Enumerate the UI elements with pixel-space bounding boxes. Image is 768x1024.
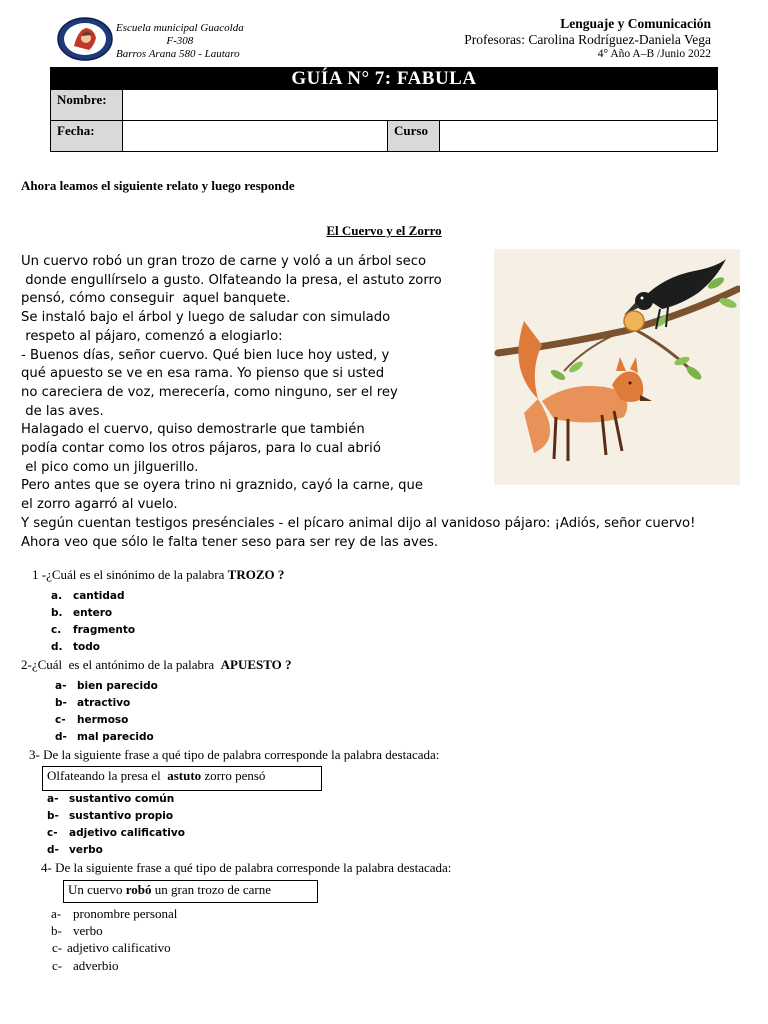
school-code: F-308 <box>166 35 194 47</box>
story-line: el zorro agarró al vuelo. <box>21 497 178 513</box>
q3-option-d[interactable] <box>47 844 103 856</box>
option-letter: b- <box>51 923 62 938</box>
story-line: podía contar como los otros pájaros, para lo cual abrió <box>21 441 381 457</box>
date-label: Fecha: <box>57 123 95 138</box>
question-1 <box>32 567 284 583</box>
worksheet-title: GUÍA N° 7: FABULA <box>50 67 718 89</box>
school-name: Escuela municipal Guacolda <box>116 22 244 34</box>
option-text: verbo <box>73 923 103 938</box>
teachers: Profesoras: Carolina Rodríguez-Daniela Vega <box>464 32 711 47</box>
question-1-keyword: TROZO ? <box>227 567 285 582</box>
story-line: Ahora veo que sólo le falta tener seso para ser rey de las aves. <box>21 534 439 550</box>
option-text: todo <box>73 641 100 653</box>
story-line: pensó, cómo conseguir aquel banquete. <box>21 291 291 307</box>
story-line: Halagado el cuervo, quiso demostrarle que también <box>21 422 365 438</box>
story-line: de las aves. <box>21 403 104 419</box>
option-letter: d- <box>47 844 59 856</box>
option-letter: c- <box>47 827 58 839</box>
option-letter: a- <box>51 906 62 921</box>
option-text: sustantivo común <box>69 793 175 805</box>
option-letter: b- <box>55 697 67 709</box>
option-text: hermoso <box>77 714 129 726</box>
q2-option-c[interactable] <box>55 714 129 726</box>
option-letter: c- <box>52 940 63 955</box>
question-3: 3- De la siguiente frase a qué tipo de palabra corresponde la palabra destacada: <box>29 747 440 762</box>
option-text: adverbio <box>73 958 119 973</box>
question-2-keyword: APUESTO ? <box>220 657 292 672</box>
option-text: entero <box>73 607 113 619</box>
q3-option-c[interactable] <box>47 827 185 839</box>
story-line: Y según cuentan testigos presénciales - el pícaro animal dijo al vanidoso pájaro: ¡Adiós, señor cuervo! <box>21 515 696 531</box>
story-line: - Buenos días, señor cuervo. Qué bien luce hoy usted, y <box>21 347 390 363</box>
subject-name: Lenguaje y Comunicación <box>560 16 711 31</box>
date-field[interactable] <box>122 120 388 152</box>
q1-option-b[interactable] <box>51 607 113 619</box>
story-line: qué apuesto se ve en esa rama. Yo pienso que si usted <box>21 366 385 382</box>
sentence-part: Un cuervo <box>68 882 126 897</box>
option-text: mal parecido <box>77 731 154 743</box>
q4-option-c[interactable] <box>52 940 171 956</box>
option-text: bien parecido <box>77 680 158 692</box>
q1-option-d[interactable] <box>51 641 100 653</box>
school-logo <box>56 16 114 62</box>
option-text: atractivo <box>77 697 131 709</box>
name-field[interactable] <box>122 89 718 121</box>
story-title: El Cuervo y el Zorro <box>326 223 442 238</box>
school-info <box>116 22 244 61</box>
option-letter: b. <box>51 607 63 619</box>
story-line: respeto al pájaro, comenzó a elogiarlo: <box>21 328 283 344</box>
highlighted-word: robó <box>125 882 152 897</box>
q1-option-a[interactable] <box>51 590 125 602</box>
sentence-part: zorro pensó <box>201 768 266 783</box>
option-text: verbo <box>69 844 103 856</box>
question-1-text: 1 -¿Cuál es el sinónimo de la palabra <box>32 567 228 582</box>
q2-option-a[interactable] <box>55 680 158 692</box>
course-field[interactable] <box>439 120 718 152</box>
option-letter: a- <box>55 680 67 692</box>
name-label-cell <box>50 89 123 121</box>
option-letter: c- <box>52 958 63 973</box>
question-2-text: 2-¿Cuál es el antónimo de la palabra <box>21 657 221 672</box>
q4-option-b[interactable] <box>51 923 103 939</box>
story-line: donde engullírselo a gusto. Olfateando la presa, el astuto zorro <box>21 272 442 288</box>
grade-date: 4° Año A–B /Junio 2022 <box>597 48 711 60</box>
option-letter: a. <box>51 590 63 602</box>
option-letter: d. <box>51 641 63 653</box>
option-letter: a- <box>47 793 59 805</box>
school-address: Barros Arana 580 - Lautaro <box>116 48 240 60</box>
option-text: cantidad <box>73 590 125 602</box>
q3-option-b[interactable] <box>47 810 174 822</box>
course-label: Curso <box>394 123 428 138</box>
story-line: el pico como un jilguerillo. <box>21 459 199 475</box>
story-line: Se instaló bajo el árbol y luego de saludar con simulado <box>21 310 391 326</box>
option-letter: b- <box>47 810 59 822</box>
highlighted-word: astuto <box>167 768 202 783</box>
story-line: Pero antes que se oyera trino ni graznido, cayó la carne, que <box>21 478 423 494</box>
q2-option-d[interactable] <box>55 731 154 743</box>
story-line: no careciera de voz, merecería, como ninguno, ser el rey <box>21 384 398 400</box>
option-letter: c- <box>55 714 66 726</box>
question-4-sentence <box>63 880 318 903</box>
option-text: adjetivo calificativo <box>69 827 185 839</box>
q1-option-c[interactable] <box>51 624 136 636</box>
question-3-sentence <box>42 766 322 791</box>
course-label-cell <box>387 120 440 152</box>
option-text: sustantivo propio <box>69 810 174 822</box>
option-text: adjetivo calificativo <box>67 940 171 955</box>
question-4: 4- De la siguiente frase a qué tipo de palabra corresponde la palabra destacada: <box>41 860 452 875</box>
date-label-cell <box>50 120 123 152</box>
q3-option-a[interactable] <box>47 793 175 805</box>
story-line: Un cuervo robó un gran trozo de carne y voló a un árbol seco <box>21 254 427 269</box>
q4-option-d[interactable] <box>52 958 119 974</box>
option-text: fragmento <box>73 624 136 636</box>
sentence-part: Olfateando la presa el <box>47 768 168 783</box>
option-letter: d- <box>55 731 67 743</box>
sentence-part: un gran trozo de carne <box>151 882 272 897</box>
option-text: pronombre personal <box>73 906 178 921</box>
question-2 <box>21 657 292 673</box>
q2-option-b[interactable] <box>55 697 131 709</box>
name-label: Nombre: <box>57 92 107 107</box>
q4-option-a[interactable] <box>51 906 178 922</box>
course-info <box>464 16 711 61</box>
option-letter: c. <box>51 624 62 636</box>
reading-instruction: Ahora leamos el siguiente relato y luego responde <box>21 178 295 193</box>
fox-crow-illustration <box>494 249 740 485</box>
